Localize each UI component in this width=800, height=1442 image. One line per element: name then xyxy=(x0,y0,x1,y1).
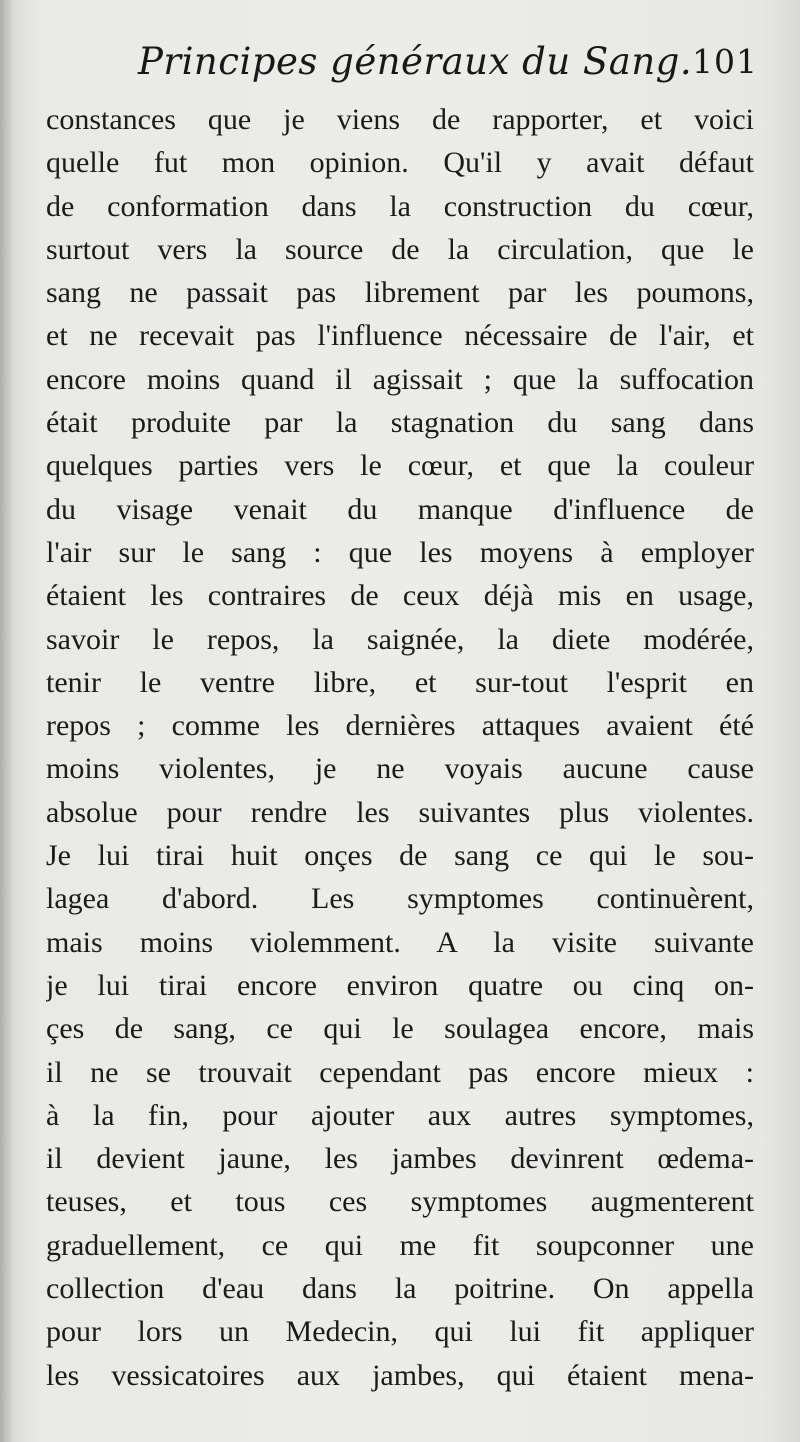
text-line: encore moins quand il agissait ; que la suffocation xyxy=(46,362,754,396)
running-head xyxy=(138,40,758,100)
text-line: mais moins violemment. A la visite suivante xyxy=(46,925,754,959)
text-line: savoir le repos, la saignée, la diete modérée, xyxy=(46,622,754,656)
text-line: sang ne passait pas librement par les poumons, xyxy=(46,276,754,310)
text-line: quelle fut mon opinion. Qu'il y avait défaut xyxy=(46,146,754,180)
text-line: du visage venait du manque d'influence de xyxy=(46,492,754,526)
text-line: et ne recevait pas l'influence nécessaire de l'air, et xyxy=(46,319,754,353)
text-line: surtout vers la source de la circulation, que le xyxy=(46,232,754,266)
text-line: collection d'eau dans la poitrine. On appella xyxy=(46,1272,754,1306)
text-line: l'air sur le sang : que les moyens à employer xyxy=(46,535,754,569)
text-line: les vessicatoires aux jambes, qui étaient mena- xyxy=(46,1358,754,1392)
text-line: repos ; comme les dernières attaques avaient été xyxy=(46,709,754,743)
text-line: était produite par la stagnation du sang dans xyxy=(46,406,754,440)
text-line: étaient les contraires de ceux déjà mis en usage, xyxy=(46,579,754,613)
text-line: Je lui tirai huit onçes de sang ce qui le sou- xyxy=(46,839,754,873)
page-number: 101 xyxy=(692,42,758,81)
text-line: à la fin, pour ajouter aux autres symptomes, xyxy=(46,1098,754,1132)
text-line: moins violentes, je ne voyais aucune cause xyxy=(46,752,754,786)
text-line: çes de sang, ce qui le soulagea encore, mais xyxy=(46,1012,754,1046)
text-line: constances que je viens de rapporter, et voici xyxy=(46,103,754,136)
text-line: quelques parties vers le cœur, et que la couleur xyxy=(46,449,754,483)
text-line: pour lors un Medecin, qui lui fit appliquer xyxy=(46,1315,754,1349)
text-line: il devient jaune, les jambes devinrent œdema- xyxy=(46,1142,754,1176)
text-line: teuses, et tous ces symptomes augmenterent xyxy=(46,1185,754,1219)
text-line: il ne se trouvait cependant pas encore mieux : xyxy=(46,1055,754,1089)
body-text xyxy=(46,98,754,1397)
text-line: graduellement, ce qui me fit soupconner une xyxy=(46,1228,754,1262)
text-line: lagea d'abord. Les symptomes continuèrent, xyxy=(46,882,754,916)
text-line: de conformation dans la construction du cœur, xyxy=(46,189,754,223)
text-line: tenir le ventre libre, et sur-tout l'esprit en xyxy=(46,665,754,699)
running-title: Principes généraux du Sang. xyxy=(138,40,693,83)
text-line: absolue pour rendre les suivantes plus violentes. xyxy=(46,795,754,829)
text-line: je lui tirai encore environ quatre ou cinq on- xyxy=(46,968,754,1002)
